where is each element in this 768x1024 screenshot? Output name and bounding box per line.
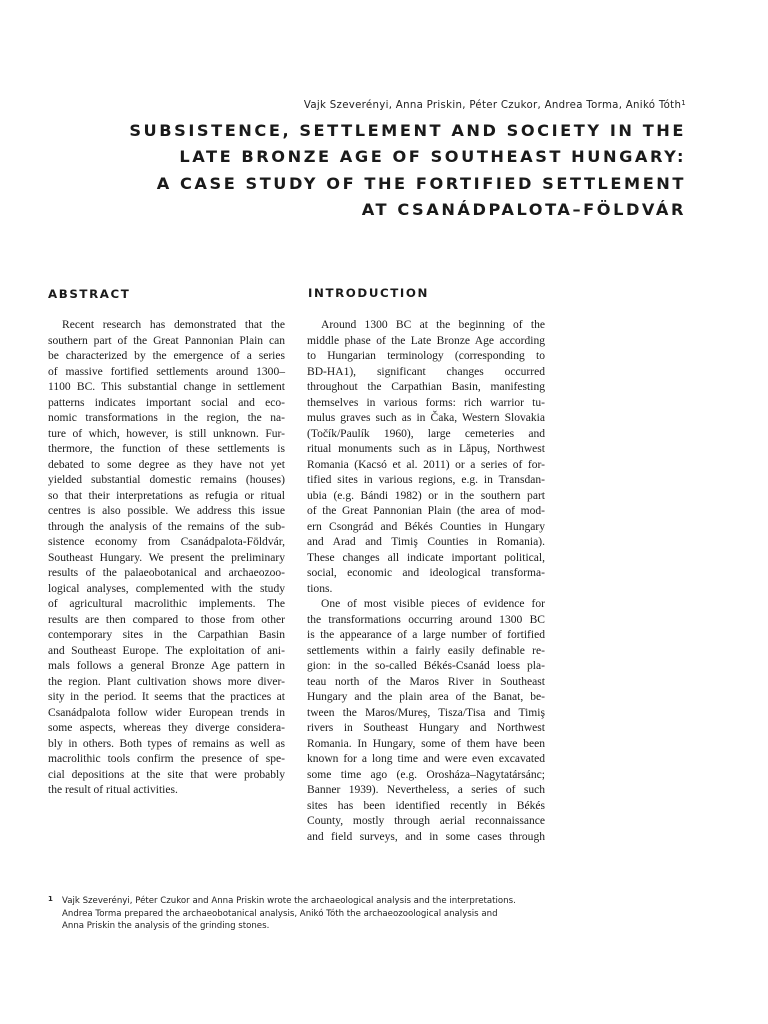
abstract-line: of agricultural macrolithic implements. The bbox=[48, 598, 285, 610]
intro-line: social, economic and ideological transforma- bbox=[307, 567, 545, 579]
intro-line: teau north of the Maros River in Southeast bbox=[307, 675, 545, 688]
author-footnote-marker: 1 bbox=[681, 99, 686, 107]
abstract-line: sistence economy from Csanádpalota-Földvár, bbox=[48, 536, 285, 548]
title-line: SUBSISTENCE, SETTLEMENT AND SOCIETY IN THE bbox=[129, 121, 686, 140]
intro-line: One of most visible pieces of evidence for bbox=[321, 598, 545, 610]
intro-line: mulus graves such as in Čaka, Western Slovakia bbox=[307, 412, 545, 424]
abstract-line: yielded substantial domestic remains (houses) bbox=[48, 474, 285, 486]
footnote-line: Anna Priskin the analysis of the grinding stones. bbox=[62, 921, 270, 932]
abstract-line: sity in the period. It seems that the practices at bbox=[48, 691, 285, 703]
introduction-body bbox=[307, 318, 545, 845]
intro-line: known for a long time and were even excavated bbox=[307, 753, 545, 765]
abstract-line: thermore, the function of these settlements is bbox=[48, 443, 285, 455]
intro-line: Romania (Kacsó et al. 2011) or a series of for- bbox=[307, 458, 545, 471]
abstract-line: logical analyses, complemented with the study bbox=[48, 582, 285, 595]
intro-line: gion: in the so-called Békés-Csanád loess pla- bbox=[307, 660, 545, 672]
abstract-line: patterns indicates important social and eco- bbox=[48, 396, 285, 409]
title-line: AT CSANÁDPALOTA–FÖLDVÁR bbox=[361, 199, 686, 219]
intro-line: BD-HA1), significant changes occurred bbox=[307, 365, 545, 378]
intro-line: (Točík/Paulík 1960), large cemeteries and bbox=[307, 427, 545, 440]
abstract-heading: ABSTRACT bbox=[48, 287, 131, 301]
abstract-line: the region. Plant cultivation shows more diver- bbox=[48, 675, 285, 688]
abstract-line: some aspects, whereas they diverge considera- bbox=[48, 722, 285, 734]
abstract-line: contemporary sites in the Carpathian Basin bbox=[48, 629, 285, 641]
intro-line: some time ago (e.g. Orosháza–Nagytatársánc; bbox=[307, 768, 545, 781]
intro-line: ritual monuments such as in Lăpuş, Northwest bbox=[307, 443, 545, 455]
intro-line: ubia (e.g. Bándi 1982) or in the southern part bbox=[307, 489, 545, 502]
intro-line: These changes all indicate important political, bbox=[307, 551, 545, 564]
authors-text: Vajk Szeverényi, Anna Priskin, Péter Czukor, Andrea Torma, Anikó Tóth bbox=[303, 100, 682, 111]
intro-line: themselves in various forms: rich warrior tu- bbox=[307, 396, 545, 409]
abstract-line: bly in others. Both types of remains as well as bbox=[48, 737, 285, 750]
footnote-marker: 1 bbox=[48, 895, 53, 903]
intro-line: rivers in Southeast Hungary and Northwest bbox=[307, 722, 545, 734]
intro-line: Hungary and the plain area of the Banat, be- bbox=[307, 691, 545, 703]
intro-line: settlements within a fairly easily definable re- bbox=[307, 644, 545, 657]
intro-line: to Hungarian terminology (corresponding to bbox=[307, 350, 545, 362]
abstract-line: Csanádpalota follow wider European trends in bbox=[48, 706, 285, 719]
abstract-line: and Southeast Europe. The exploitation of ani- bbox=[48, 644, 285, 657]
footnote-line: Vajk Szeverényi, Péter Czukor and Anna Priskin wrote the archaeological analysis and the interpretations. bbox=[62, 896, 516, 906]
introduction-heading: INTRODUCTION bbox=[308, 286, 429, 300]
abstract-line: nomic transformations in the region, the na- bbox=[48, 412, 285, 424]
intro-line: tions. bbox=[307, 582, 333, 595]
abstract-line: results of the palaeobotanical and archaeozoo- bbox=[48, 567, 285, 579]
intro-line: middle phase of the Late Bronze Age according bbox=[307, 334, 545, 347]
intro-line: Around 1300 BC at the beginning of the bbox=[321, 319, 545, 331]
abstract-line: through the analysis of the remains of the sub- bbox=[48, 520, 285, 533]
abstract-line: Recent research has demonstrated that the bbox=[62, 319, 285, 331]
intro-line: tified sites in various regions, e.g. in Transdan- bbox=[307, 474, 545, 486]
intro-line: and field surveys, and in some cases through bbox=[307, 830, 545, 843]
abstract-line: cial depositions at the site that were probably bbox=[48, 768, 285, 781]
abstract-line: centres is also possible. We address this issue bbox=[48, 505, 285, 517]
abstract-line: macrolithic tools confirm the presence of spe- bbox=[48, 753, 285, 765]
intro-line: ern Csongrád and Békés Counties in Hungary bbox=[307, 520, 545, 533]
footnote-line: Andrea Torma prepared the archaeobotanical analysis, Anikó Tóth the archaeozoological analysis and bbox=[62, 908, 498, 919]
intro-line: Romania. In Hungary, some of them have been bbox=[307, 737, 545, 750]
abstract-line: Southeast Hungary. We present the preliminary bbox=[48, 551, 285, 564]
abstract-line: 1100 BC. This substantial change in settlement bbox=[48, 381, 285, 393]
intro-line: Banner 1939). Nevertheless, a series of such bbox=[307, 784, 545, 796]
intro-line: of the Great Pannonian Plain (the area of mod- bbox=[307, 505, 545, 517]
author-list bbox=[304, 99, 686, 111]
abstract-line: ture of which, however, is still unknown. Fur- bbox=[48, 427, 285, 440]
footnote bbox=[48, 895, 516, 933]
abstract-line: so that their interpretations as refugia or ritual bbox=[48, 489, 285, 502]
intro-line: is the appearance of a large number of fortified bbox=[307, 629, 545, 641]
intro-line: tween the Maros/Mureș, Tisza/Tisa and Timiş bbox=[307, 706, 545, 719]
abstract-line: mals follows a general Bronze Age pattern in bbox=[48, 660, 285, 672]
title-line: LATE BRONZE AGE OF SOUTHEAST HUNGARY: bbox=[179, 147, 686, 167]
intro-line: County, mostly through aerial reconnaissance bbox=[307, 815, 545, 827]
intro-line: and Arad and Timiş Counties in Romania). bbox=[307, 536, 545, 548]
abstract-line: southern part of the Great Pannonian Plain can bbox=[48, 334, 285, 347]
abstract-line: the result of ritual activities. bbox=[48, 784, 178, 796]
intro-line: sites has been identified recently in Békés bbox=[307, 799, 545, 812]
intro-line: the transformations occurring around 1300 BC bbox=[307, 613, 545, 626]
paper-title bbox=[126, 118, 686, 223]
abstract-line: results are then compared to those from other bbox=[48, 613, 285, 626]
abstract-line: be characterized by the emergence of a series bbox=[48, 350, 285, 362]
abstract-body bbox=[48, 318, 285, 799]
title-line: A CASE STUDY OF THE FORTIFIED SETTLEMENT bbox=[156, 173, 686, 193]
abstract-line: of massive fortified settlements around 1300– bbox=[48, 365, 285, 378]
intro-line: throughout the Carpathian Basin, manifesting bbox=[307, 381, 545, 393]
abstract-line: debated to some degree as they have not yet bbox=[48, 458, 285, 471]
